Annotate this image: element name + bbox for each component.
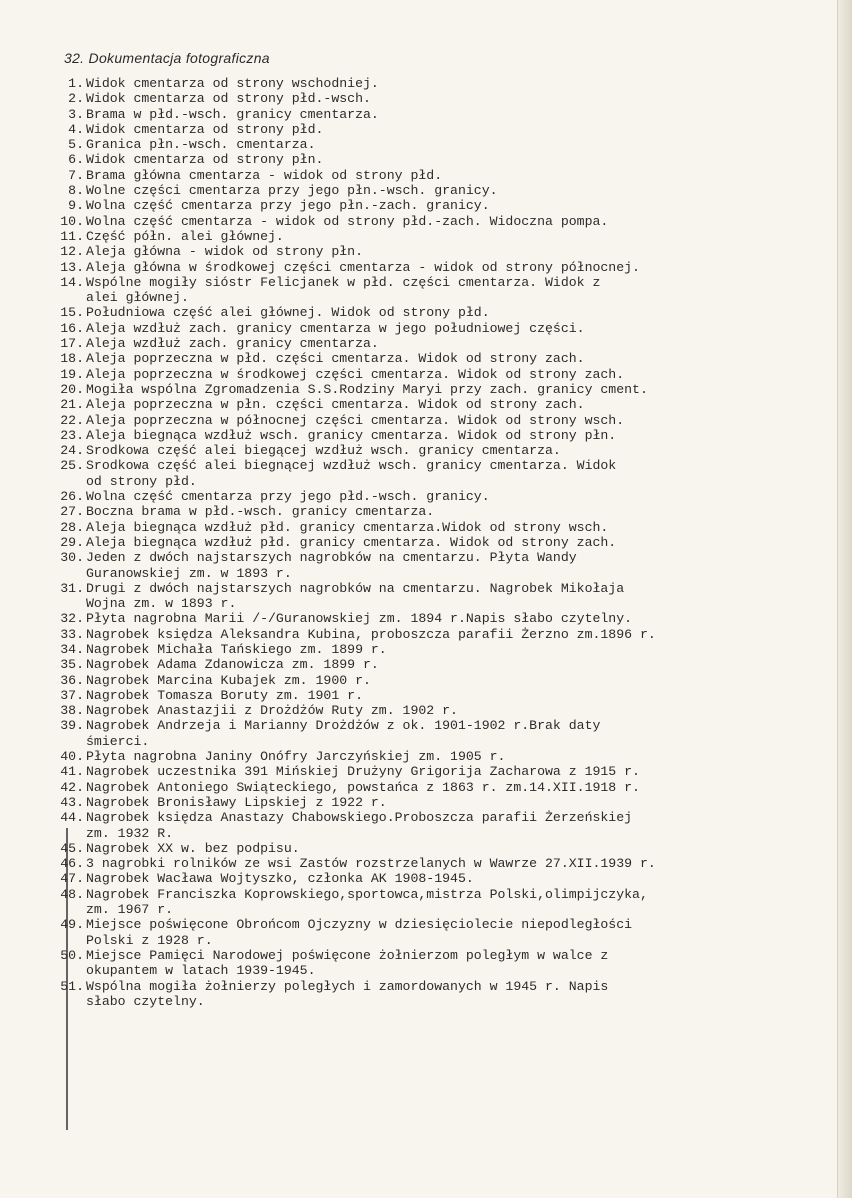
item-text: Guranowskiej zm. w 1893 r. [86, 565, 292, 581]
list-item [36, 321, 836, 336]
list-item [36, 214, 836, 229]
item-text: Boczna brama w płd.-wsch. granicy cmentarza. [86, 504, 435, 520]
list-item [36, 428, 836, 443]
item-text: Polski z 1928 r. [86, 932, 213, 948]
item-text: Nagrobek Adama Zdanowicza zm. 1899 r. [86, 657, 379, 673]
item-number: 12. [60, 244, 84, 260]
item-text: Aleja główna - widok od strony płn. [86, 244, 363, 260]
item-number: 29. [60, 534, 84, 550]
item-text: Nagrobek Wacława Wojtyszko, członka AK 1908-1945. [86, 871, 474, 887]
list-item [36, 489, 836, 504]
item-text: Wolna część cmentarza - widok od strony płd.-zach. Widoczna pompa. [86, 213, 609, 229]
item-number: 24. [60, 443, 84, 459]
item-number [36, 734, 86, 749]
item-text: okupantem w latach 1939-1945. [86, 963, 316, 979]
item-number: 27. [60, 504, 84, 520]
item-number: 18. [60, 351, 84, 367]
item-text: śmierci. [86, 733, 150, 749]
page-title: 32. Dokumentacja fotograficzna [64, 50, 270, 66]
item-number: 37. [60, 687, 84, 703]
item-text: Miejsce poświęcone Obrońcom Ojczyzny w dziesięciolecie niepodległości [86, 917, 633, 933]
list-item [36, 275, 836, 290]
item-text: Brama w płd.-wsch. granicy cmentarza. [86, 106, 379, 122]
list-item [36, 826, 836, 841]
item-text: Nagrobek Antoniego Swiąteckiego, powstańca z 1863 r. zm.14.XII.1918 r. [86, 779, 640, 795]
item-text: Nagrobek Bronisławy Lipskiej z 1922 r. [86, 794, 387, 810]
item-number [36, 826, 86, 841]
list-item [36, 856, 836, 871]
item-number: 33. [60, 626, 84, 642]
item-number: 42. [60, 779, 84, 795]
list-item [36, 367, 836, 382]
item-text: Jeden z dwóch najstarszych nagrobków na cmentarzu. Płyta Wandy [86, 550, 577, 566]
item-text: Aleja wzdłuż zach. granicy cmentarza. [86, 336, 379, 352]
item-number: 40. [60, 749, 84, 765]
photo-documentation-list [36, 76, 836, 1009]
item-number [36, 902, 86, 917]
item-number: 10. [60, 213, 84, 229]
item-text: Wojna zm. w 1893 r. [86, 596, 237, 612]
list-item [36, 520, 836, 535]
item-number [36, 933, 86, 948]
list-item [36, 351, 836, 366]
item-number: 21. [60, 397, 84, 413]
item-number: 4. [68, 121, 84, 137]
list-item [36, 244, 836, 259]
item-text: zm. 1967 r. [86, 902, 174, 918]
item-text: Aleja biegnąca wzdłuż płd. granicy cmentarza.Widok od strony wsch. [86, 519, 609, 535]
item-number [36, 474, 86, 489]
item-text: Nagrobek uczestnika 391 Mińskiej Drużyny Grigorija Zacharowa z 1915 r. [86, 764, 640, 780]
item-number: 39. [60, 718, 84, 734]
list-item [36, 749, 836, 764]
list-item [36, 229, 836, 244]
list-item [36, 504, 836, 519]
item-number: 38. [60, 703, 84, 719]
list-item [36, 657, 836, 672]
item-number: 46. [60, 856, 84, 872]
item-number [36, 566, 86, 581]
item-number: 13. [60, 259, 84, 275]
item-number: 41. [60, 764, 84, 780]
list-item [36, 841, 836, 856]
item-text: Nagrobek księdza Aleksandra Kubina, proboszcza parafii Żerzno zm.1896 r. [86, 626, 656, 642]
item-number: 44. [60, 810, 84, 826]
item-text: alei głównej. [86, 290, 189, 306]
list-item [36, 535, 836, 550]
list-item [36, 871, 836, 886]
list-item [36, 122, 836, 137]
item-text: Brama główna cmentarza - widok od strony płd. [86, 167, 443, 183]
list-item [36, 260, 836, 275]
item-number: 28. [60, 519, 84, 535]
item-number: 23. [60, 427, 84, 443]
list-item [36, 963, 836, 978]
list-item [36, 183, 836, 198]
list-item [36, 611, 836, 626]
list-item [36, 290, 836, 305]
item-text: Nagrobek Andrzeja i Marianny Drożdżów z ok. 1901-1902 r.Brak daty [86, 718, 601, 734]
list-item [36, 917, 836, 932]
item-text: Aleja poprzeczna w północnej części cmentarza. Widok od strony wsch. [86, 412, 625, 428]
item-text: Aleja główna w środkowej części cmentarza - widok od strony północnej. [86, 259, 640, 275]
item-number: 20. [60, 381, 84, 397]
item-text: Wspólna mogiła żołnierzy poległych i zamordowanych w 1945 r. Napis [86, 978, 609, 994]
item-text: Nagrobek Franciszka Koprowskiego,sportowca,mistrza Polski,olimpijczyka, [86, 886, 648, 902]
list-item [36, 795, 836, 810]
item-number: 31. [60, 580, 84, 596]
list-item [36, 443, 836, 458]
list-item [36, 688, 836, 703]
item-number: 45. [60, 840, 84, 856]
item-number: 1. [68, 76, 84, 91]
list-item [36, 902, 836, 917]
page-edge [837, 0, 852, 1198]
item-number: 35. [60, 657, 84, 673]
item-text: Widok cmentarza od strony wschodniej. [86, 76, 379, 91]
list-item [36, 413, 836, 428]
item-number: 6. [68, 152, 84, 168]
item-number: 17. [60, 336, 84, 352]
item-text: Widok cmentarza od strony płd.-wsch. [86, 91, 371, 107]
item-number: 26. [60, 489, 84, 505]
list-item [36, 397, 836, 412]
item-number: 8. [68, 183, 84, 199]
item-number: 48. [60, 886, 84, 902]
item-text: Miejsce Pamięci Narodowej poświęcone żołnierzom poległym w walce z [86, 947, 609, 963]
item-text: Widok cmentarza od strony płn. [86, 152, 324, 168]
item-number: 5. [68, 137, 84, 153]
item-number: 47. [60, 871, 84, 887]
item-number: 43. [60, 794, 84, 810]
item-text: Wspólne mogiły sióstr Felicjanek w płd. części cmentarza. Widok z [86, 274, 601, 290]
list-item [36, 810, 836, 825]
list-item [36, 336, 836, 351]
list-item [36, 198, 836, 213]
item-text: Aleja wzdłuż zach. granicy cmentarza w jego południowej części. [86, 320, 585, 336]
item-text: Nagrobek Marcina Kubajek zm. 1900 r. [86, 672, 371, 688]
list-item [36, 764, 836, 779]
item-number: 14. [60, 274, 84, 290]
list-item [36, 596, 836, 611]
item-number [36, 963, 86, 978]
item-number: 16. [60, 320, 84, 336]
list-item [36, 780, 836, 795]
item-number: 51. [60, 978, 84, 994]
list-item [36, 168, 836, 183]
list-item [36, 107, 836, 122]
item-number: 2. [68, 91, 84, 107]
list-item [36, 581, 836, 596]
item-text: Aleja poprzeczna w płd. części cmentarza. Widok od strony zach. [86, 351, 585, 367]
item-text: Granica płn.-wsch. cmentarza. [86, 137, 316, 153]
item-number: 7. [68, 167, 84, 183]
item-number: 19. [60, 366, 84, 382]
item-number: 22. [60, 412, 84, 428]
item-text: Aleja poprzeczna w środkowej części cmentarza. Widok od strony zach. [86, 366, 625, 382]
list-item [36, 382, 836, 397]
item-text: Wolna część cmentarza przy jego płd.-wsch. granicy. [86, 489, 490, 505]
item-text: od strony płd. [86, 473, 197, 489]
item-number: 15. [60, 305, 84, 321]
list-item [36, 627, 836, 642]
item-text: Wolna część cmentarza przy jego płn.-zach. granicy. [86, 198, 490, 214]
item-text: Mogiła wspólna Zgromadzenia S.S.Rodziny Maryi przy zach. granicy cment. [86, 381, 648, 397]
item-text: Nagrobek księdza Anastazy Chabowskiego.Proboszcza parafii Żerzeńskiej [86, 810, 633, 826]
item-text: Nagrobek XX w. bez podpisu. [86, 840, 300, 856]
list-item [36, 566, 836, 581]
item-text: Wolne części cmentarza przy jego płn.-wsch. granicy. [86, 183, 498, 199]
list-item [36, 91, 836, 106]
item-text: Część półn. alei głównej. [86, 228, 284, 244]
item-number: 25. [60, 458, 84, 474]
list-item [36, 994, 836, 1009]
list-item [36, 137, 836, 152]
item-number [36, 994, 86, 1009]
list-item [36, 948, 836, 963]
item-number: 32. [60, 611, 84, 627]
list-item [36, 673, 836, 688]
item-number [36, 596, 86, 611]
item-text: Aleja biegnąca wzdłuż płd. granicy cmentarza. Widok od strony zach. [86, 534, 617, 550]
item-text: Drugi z dwóch najstarszych nagrobków na cmentarzu. Nagrobek Mikołaja [86, 580, 625, 596]
item-number: 36. [60, 672, 84, 688]
list-item [36, 734, 836, 749]
list-item [36, 979, 836, 994]
item-number: 50. [60, 947, 84, 963]
item-text: zm. 1932 R. [86, 825, 174, 841]
item-number: 11. [60, 228, 84, 244]
list-item [36, 642, 836, 657]
item-text: Nagrobek Anastazjii z Drożdżów Ruty zm. 1902 r. [86, 703, 458, 719]
list-item [36, 887, 836, 902]
list-item [36, 305, 836, 320]
item-text: Płyta nagrobna Janiny Onófry Jarczyńskiej zm. 1905 r. [86, 749, 506, 765]
item-number: 9. [68, 198, 84, 214]
item-text: Nagrobek Tomasza Boruty zm. 1901 r. [86, 687, 363, 703]
list-item [36, 703, 836, 718]
list-item [36, 76, 836, 91]
list-item [36, 718, 836, 733]
item-text: Południowa część alei głównej. Widok od strony płd. [86, 305, 490, 321]
item-text: słabo czytelny. [86, 993, 205, 1009]
list-item [36, 933, 836, 948]
list-item [36, 474, 836, 489]
item-number [36, 290, 86, 305]
item-text: Aleja poprzeczna w płn. części cmentarza. Widok od strony zach. [86, 397, 585, 413]
list-item [36, 550, 836, 565]
list-item [36, 458, 836, 473]
list-item [36, 152, 836, 167]
item-number: 3. [68, 106, 84, 122]
item-number: 34. [60, 641, 84, 657]
item-text: Widok cmentarza od strony płd. [86, 121, 324, 137]
item-number: 49. [60, 917, 84, 933]
item-text: Aleja biegnąca wzdłuż wsch. granicy cmentarza. Widok od strony płn. [86, 427, 617, 443]
item-text: 3 nagrobki rolników ze wsi Zastów rozstrzelanych w Wawrze 27.XII.1939 r. [86, 856, 656, 872]
item-text: Płyta nagrobna Marii /-/Guranowskiej zm. 1894 r.Napis słabo czytelny. [86, 611, 633, 627]
item-number: 30. [60, 550, 84, 566]
item-text: Srodkowa część alei biegącej wzdłuż wsch. granicy cmentarza. [86, 443, 561, 459]
item-text: Srodkowa część alei biegnącej wzdłuż wsch. granicy cmentarza. Widok [86, 458, 617, 474]
item-text: Nagrobek Michała Tańskiego zm. 1899 r. [86, 641, 387, 657]
